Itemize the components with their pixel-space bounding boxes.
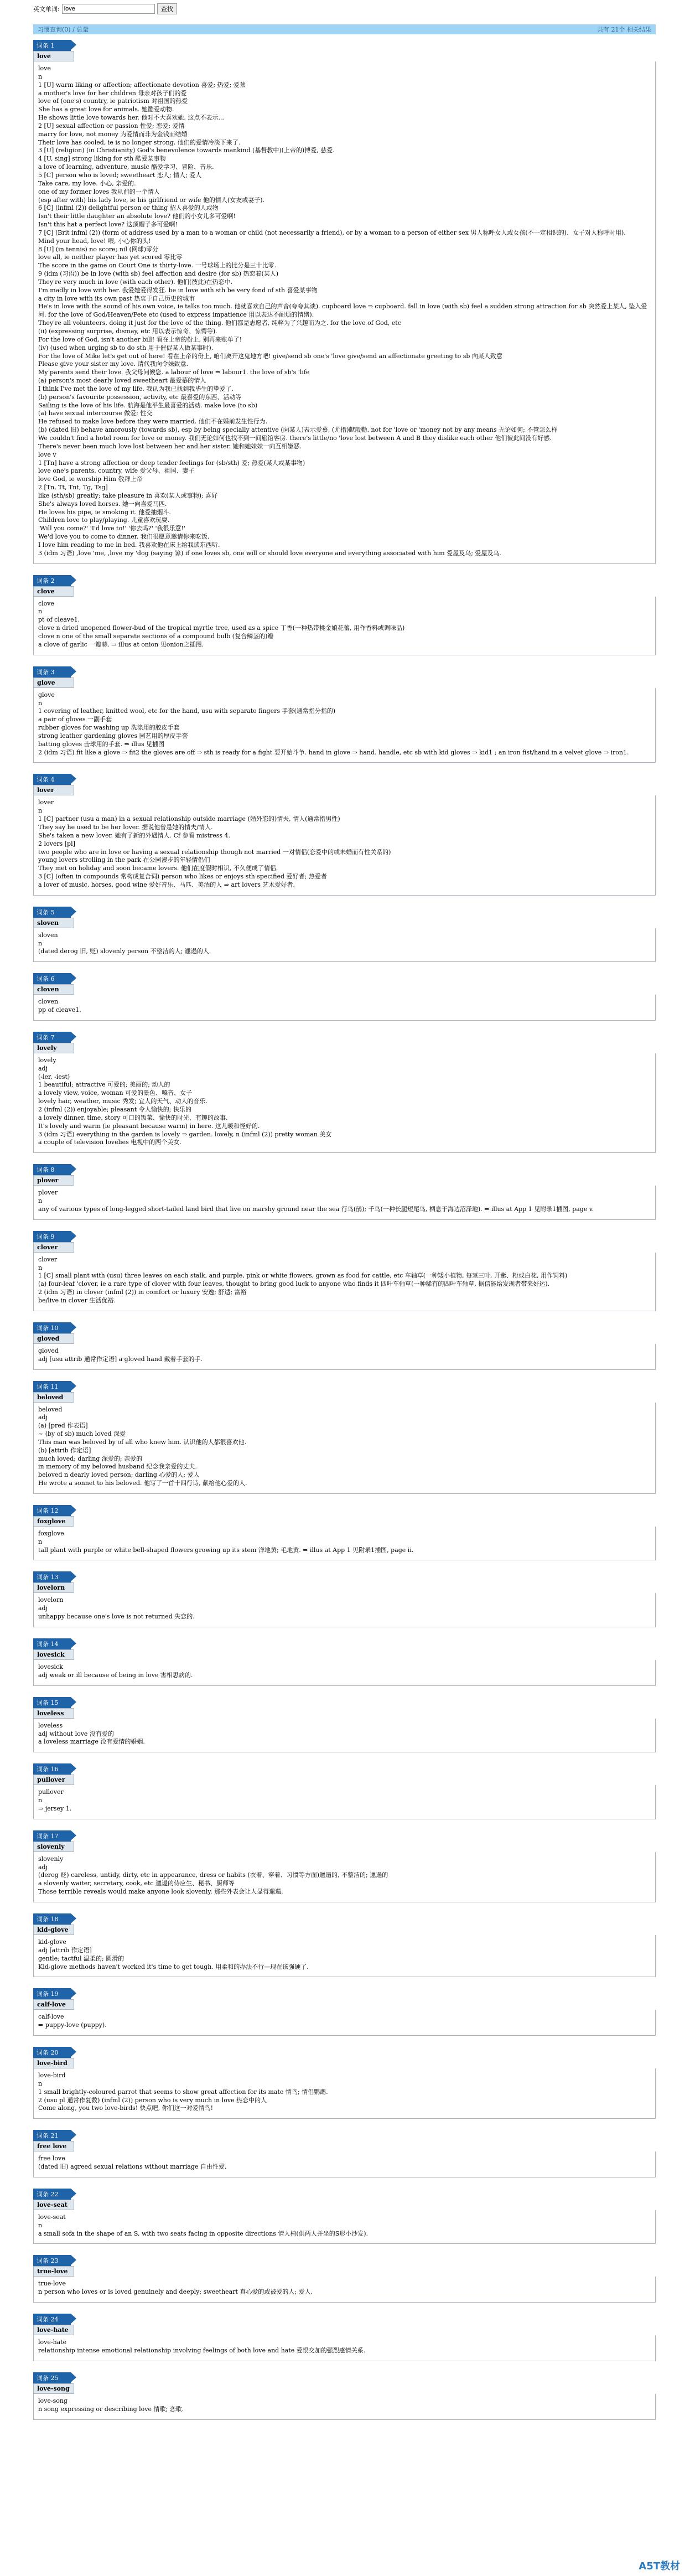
dictionary-entry xyxy=(33,1913,656,1977)
entry-definition-body xyxy=(33,1186,656,1220)
dictionary-entry xyxy=(33,774,656,895)
definition-line: slovenly xyxy=(38,1855,64,1863)
entry-headword: love-seat xyxy=(33,2200,74,2210)
entry-number-tab: 词条 22 xyxy=(33,2189,71,2200)
definition-line: 1 [C] small plant with (usu) three leaves on each stalk, and purple, pink or white flowers, grown as food for cattle, etc 车轴草(一种矮小植物, 每茎三叶, 开紫、粉或白花, 用作饲料) xyxy=(38,1272,568,1280)
entry-headword: clover xyxy=(33,1242,74,1253)
dictionary-entry xyxy=(33,2189,656,2244)
definition-line: love-bird xyxy=(38,2072,66,2080)
entry-number-tab: 词条 11 xyxy=(33,1381,71,1392)
entry-number-tab: 词条 4 xyxy=(33,774,71,785)
entry-number-tab: 词条 23 xyxy=(33,2255,71,2266)
definition-line: 5 [C] person who is loved; sweetheart 恋人; 情人; 爱人 xyxy=(38,171,202,179)
entry-number-tab: 词条 9 xyxy=(33,1231,71,1242)
definition-line: n xyxy=(38,2221,43,2229)
entry-headword: love-song xyxy=(33,2383,74,2394)
definition-line: a lovely dinner, time, story 可口的饭菜、愉快的时光、有趣的故事. xyxy=(38,1114,228,1121)
definition-line: two people who are in love or having a sexual relationship though not married 一对情侣(恋爱中的或未婚而有性关系的) xyxy=(38,848,391,856)
entry-definition-body xyxy=(33,688,656,763)
definition-line: sloven xyxy=(38,931,58,939)
definition-line: He refused to make love before they were married. 他们不在婚前发生性行为. xyxy=(38,418,268,426)
entry-number-tab: 词条 13 xyxy=(33,1571,71,1582)
definition-line: (b) (dated 旧) behave amorously (towards sb), esp by being specially attentive (向某人)表示爱慕, (尤指)献殷勤. not for 'love or 'money not by any means 无论如何; 不管怎么样 xyxy=(38,426,558,434)
entry-definition-body xyxy=(33,1593,656,1627)
entry-headword: love xyxy=(33,51,74,61)
definition-line: a mother's love for her children 母亲对孩子们的爱 xyxy=(38,89,187,97)
entry-number-tab: 词条 16 xyxy=(33,1763,71,1775)
definition-line: clove n dried unopened flower-bud of the tropical myrtle tree, used as a spice 丁香(一种热带桃金娘花蕾, 用作香料或调味品) xyxy=(38,624,405,632)
definition-line: (dated 旧) agreed sexual relations without marriage 自由性爱. xyxy=(38,2163,227,2171)
definition-line: beloved xyxy=(38,1405,63,1413)
definition-line: ⇒ puppy-love (puppy). xyxy=(38,2021,107,2029)
entry-headword: slovenly xyxy=(33,1842,74,1852)
entry-number-tab: 词条 5 xyxy=(33,907,71,918)
definition-line: one of my former loves 我从前的一个情人 xyxy=(38,188,160,195)
entry-definition-body xyxy=(33,597,656,655)
definition-line: 2 [Tn, Tt, Tnt, Tg, Tsg] xyxy=(38,484,108,492)
definition-line: I love him reading to me in bed. 我喜欢他在床上给我读东西听. xyxy=(38,541,220,549)
definition-line: They met on holiday and soon became lovers. 他们在度假时相识, 不久便成了情侣. xyxy=(38,865,278,872)
definition-line: lovesick xyxy=(38,1663,63,1670)
definition-line: calf-love xyxy=(38,2013,64,2021)
definition-line: 1 [U] warm liking or affection; affectionate devotion 喜爱; 热爱; 爱慕 xyxy=(38,81,246,89)
results-left-text: 习惯查询(0) / 总量 xyxy=(38,26,89,33)
site-logo: A5T教材 xyxy=(639,2561,680,2572)
definition-line: For the love of God, isn't another bill! 看在上帝的份上, 别再来账单了! xyxy=(38,335,242,343)
definition-line: n xyxy=(38,1197,43,1205)
definition-line: rubber gloves for washing up 洗涤用的胶皮手套 xyxy=(38,724,180,732)
dictionary-entry xyxy=(33,666,656,763)
definition-line: We'd love you to come to dinner. 我们很愿意邀请你来吃饭. xyxy=(38,533,210,541)
entry-headword: love-bird xyxy=(33,2058,74,2068)
dictionary-entry xyxy=(33,40,656,564)
entry-definition-body xyxy=(33,795,656,895)
definition-line: love all, ie neither player has yet scored 零比零 xyxy=(38,254,183,261)
definition-line: (b) [attrib 作定语] xyxy=(38,1446,91,1454)
entry-headword: cloven xyxy=(33,984,74,995)
definition-line: a love of learning, adventure, music 酷爱学习、冒险、音乐. xyxy=(38,163,214,171)
entry-headword: kid-glove xyxy=(33,1925,74,1935)
dictionary-entry xyxy=(33,973,656,1021)
entry-headword: calf-love xyxy=(33,1999,74,2010)
definition-line: n song expressing or describing love 情歌; 恋歌. xyxy=(38,2405,184,2413)
definition-line: gentle; tactful 温柔的; 圆滑的 xyxy=(38,1954,124,1962)
definition-line: 2 (idm 习语) in clover (infml (2)) in comfort or luxury 安逸; 舒适; 富裕 xyxy=(38,1289,247,1296)
definition-line: He shows little love towards her. 他对不大喜欢她. 这点不表示... xyxy=(38,114,224,122)
entry-headword: pullover xyxy=(33,1775,74,1785)
dictionary-entry xyxy=(33,1763,656,1819)
definition-line: I think I've met the love of my life. 我认为我已找到我毕生的挚爱了. xyxy=(38,385,234,392)
definition-line: a lover of music, horses, good wine 爱好音乐、马匹、美酒的人 ⇒ art lovers 艺术爱好者. xyxy=(38,881,295,888)
definition-line: (-ier, -iest) xyxy=(38,1073,70,1080)
search-bar xyxy=(33,3,177,14)
entry-headword: foxglove xyxy=(33,1516,74,1527)
dictionary-entry xyxy=(33,1164,656,1220)
definition-line: Mind your head, love! 喂, 小心你的头! xyxy=(38,237,151,245)
definition-line: (esp after with) his lady love, ie his girlfriend or wife 他的情人(女友或妻子). xyxy=(38,196,265,204)
dictionary-entry xyxy=(33,2314,656,2361)
definition-line: clover xyxy=(38,1255,58,1263)
entry-number-tab: 词条 12 xyxy=(33,1505,71,1516)
definition-line: 2 [U] sexual affection or passion 性爱; 恋爱; 爱情 xyxy=(38,122,185,130)
entry-headword: clove xyxy=(33,586,74,597)
definition-line: (a) four-leaf 'clover, ie a rare type of clover with four leaves, thought to bring good luck to anyone who finds it 四叶车轴草(一种稀有的四叶车轴草, 据信能给发现者带来好运). xyxy=(38,1280,550,1288)
definition-line: 8 [U] (in tennis) no score; nil (网球)零分 xyxy=(38,245,159,253)
definition-line: n xyxy=(38,807,43,815)
definition-line: a lovely view, voice, woman 可爱的景色、嗓音、女子 xyxy=(38,1089,193,1097)
definition-line: 4 [U, sing] strong liking for sth 酷爱某事物 xyxy=(38,155,166,163)
results-count-text: 共有 21个 相关结果 xyxy=(597,26,651,33)
definition-line: marry for love, not money 为爱情而非为金钱而结婚 xyxy=(38,130,188,138)
definition-line: She's always loved horses. 她一向喜爱马匹. xyxy=(38,500,167,508)
entry-headword: gloved xyxy=(33,1333,74,1344)
dictionary-entry xyxy=(33,1032,656,1153)
dictionary-entry xyxy=(33,1830,656,1902)
definition-line: lovelorn xyxy=(38,1596,64,1604)
entry-definition-body xyxy=(33,2277,656,2303)
definition-line: love xyxy=(38,65,51,72)
definition-line: 2 lovers [pl] xyxy=(38,840,75,847)
definition-line: 3 [U] (religion) (in Christianity) God's benevolence towards mankind (基督教中)(上帝的)博爱, 慈爱. xyxy=(38,147,335,154)
definition-line: The score in the game on Court One is thirty-love. 一号球场上的比分是三十比零. xyxy=(38,262,277,270)
definition-line: (a) [pred 作表语] xyxy=(38,1422,88,1430)
entry-definition-body xyxy=(33,61,656,564)
definition-line: 'Will you come?' 'I'd love to!' '你去吗?' '我很乐意!' xyxy=(38,525,185,532)
definition-line: (dated derog 旧, 贬) slovenly person 不整洁的人; 邋遢的人. xyxy=(38,948,211,955)
entry-number-tab: 词条 18 xyxy=(33,1913,71,1925)
definition-line: love God, ie worship Him 敬拜上帝 xyxy=(38,475,143,483)
definition-line: gloved xyxy=(38,1347,59,1354)
definition-line: pp of cleave1. xyxy=(38,1006,81,1014)
entry-definition-body xyxy=(33,2335,656,2361)
definition-line: n person who loves or is loved genuinely and deeply; sweetheart 真心爱的或被爱的人; 爱人. xyxy=(38,2288,313,2296)
definition-line: loveless xyxy=(38,1721,63,1729)
definition-line: much loved; darling 深爱的; 亲爱的 xyxy=(38,1455,143,1462)
definition-line: a loveless marriage 没有爱情的婚姻. xyxy=(38,1738,145,1746)
entry-definition-body xyxy=(33,1719,656,1753)
definition-line: in memory of my beloved husband 纪念我亲爱的丈夫. xyxy=(38,1463,197,1471)
definition-line: n xyxy=(38,699,43,707)
definition-line: (iv) (used when urging sb to do sth 用于催促某人做某事时). xyxy=(38,344,214,351)
definition-line: lovely xyxy=(38,1056,56,1064)
entry-number-tab: 词条 10 xyxy=(33,1322,71,1333)
dictionary-entry xyxy=(33,1638,656,1686)
definition-line: 1 [Tn] have a strong affection or deep tender feelings for (sb/sth) 爱; 热爱(某人或某事物) xyxy=(38,459,305,467)
definition-line: glove xyxy=(38,691,55,699)
entry-number-tab: 词条 17 xyxy=(33,1830,71,1842)
entry-definition-body xyxy=(33,995,656,1021)
results-summary-bar xyxy=(33,24,656,34)
search-input[interactable] xyxy=(62,4,155,14)
definition-line: Children love to play/playing. 儿童喜欢玩耍. xyxy=(38,516,170,524)
definition-line: He's in love with the sound of his own voice, ie talks too much. 他就喜欢自己的声音(夸夸其谈). cupboard love ⇒ cupboard. fall in love (with sb) feel a sudden strong attraction for sb 突然爱上某人, 坠入爱河. for the love of God/Heaven/Pete etc (used to express impatience 用以表达不耐烦的情绪). xyxy=(38,303,647,319)
dictionary-entry xyxy=(33,1381,656,1494)
definition-line: unhappy because one's love is not returned 失恋的. xyxy=(38,1613,195,1621)
entry-definition-body xyxy=(33,1852,656,1902)
definition-line: (a) person's most dearly loved sweetheart 最爱慕的情人 xyxy=(38,377,206,385)
definition-line: a city in love with its own past 热衷于自己历史的城市 xyxy=(38,294,195,302)
definition-line: love-song xyxy=(38,2397,68,2404)
entry-list xyxy=(33,40,656,2431)
dictionary-entry xyxy=(33,2130,656,2177)
dictionary-entry xyxy=(33,2047,656,2119)
definition-line: n xyxy=(38,1538,43,1545)
definition-line: (derog 贬) careless, untidy, dirty, etc in appearance, dress or habits (衣着、穿着、习惯等方面)邋遢的, 不整洁的; 邋遢的 xyxy=(38,1871,388,1879)
definition-line: They say he used to be her lover. 据说他曾是她的情夫/情人. xyxy=(38,823,213,831)
definition-line: 2 (usu pl 通常作复数) (infml (2)) person who is very much in love 热恋中的人 xyxy=(38,2096,267,2104)
definition-line: adj weak or ill because of being in love 害相思病的. xyxy=(38,1671,193,1679)
definition-line: Isn't this hat a perfect love? 这顶帽子多可爱啊! xyxy=(38,221,178,229)
definition-line: Those terrible reveals would make anyone look slovenly. 那些外表会让人显得邋遢. xyxy=(38,1888,283,1896)
definition-line: For the love of Mike let's get out of here! 看在上帝的份上, 咱们离开这鬼地方吧! give/send sb one's 'love give/send an affectionate greeting to sb 向某人致意 xyxy=(38,352,502,360)
definition-line: lover xyxy=(38,799,54,806)
definition-line: adj [usu attrib 通常作定语] a gloved hand 戴着手套的手. xyxy=(38,1355,203,1363)
definition-line: 2 (infml (2)) enjoyable; pleasant 令人愉快的; 快乐的 xyxy=(38,1106,191,1113)
definition-line: adj xyxy=(38,1605,48,1612)
dictionary-entry xyxy=(33,1505,656,1561)
definition-line: n xyxy=(38,608,43,615)
entry-headword: plover xyxy=(33,1175,74,1186)
definition-line: ~ (by of sb) much loved 深爱 xyxy=(38,1430,126,1438)
dictionary-entry xyxy=(33,907,656,963)
entry-number-tab: 词条 3 xyxy=(33,666,71,677)
entry-definition-body xyxy=(33,1344,656,1370)
entry-number-tab: 词条 24 xyxy=(33,2314,71,2325)
entry-number-tab: 词条 14 xyxy=(33,1638,71,1649)
definition-line: 2 (idm 习语) fit like a glove ⇒ fit2 the gloves are off ⇒ sth is ready for a fight 要开始斗争. hand in glove ⇒ hand. handle, etc sb with kid gloves ⇒ kid1 ; an iron fist/hand in a velvet glove ⇒ iron1. xyxy=(38,748,629,756)
definition-line: adj without love 没有爱的 xyxy=(38,1730,114,1737)
dictionary-entry xyxy=(33,1571,656,1627)
definition-line: n xyxy=(38,939,43,947)
entry-number-tab: 词条 20 xyxy=(33,2047,71,2058)
dictionary-entry xyxy=(33,1231,656,1311)
definition-line: like (sth/sb) greatly; take pleasure in 喜欢(某人或事物); 喜好 xyxy=(38,492,218,499)
definition-line: Take care, my love. 小心, 亲爱的. xyxy=(38,179,136,187)
definition-line: They're all volunteers, doing it just for the love of the thing. 他们都是志愿者, 纯粹为了兴趣而为之. for the love of God, etc xyxy=(38,319,401,327)
definition-line: pt of cleave1. xyxy=(38,616,80,624)
entry-number-tab: 词条 8 xyxy=(33,1164,71,1175)
definition-line: beloved n dearly loved person; darling 心爱的人; 爱人 xyxy=(38,1471,200,1479)
entry-definition-body xyxy=(33,2151,656,2177)
definition-line: adj xyxy=(38,1414,48,1421)
definition-line: (a) have sexual intercourse 做爱; 性交 xyxy=(38,410,153,417)
definition-line: 1 beautiful; attractive 可爱的; 美丽的; 动人的 xyxy=(38,1081,170,1089)
definition-line: (ii) (expressing surprise, dismay, etc 用以表示惊奇、惊愕等). xyxy=(38,328,217,335)
definition-line: a small sofa in the shape of an S, with two seats facing in opposite directions 情人椅(供两人并坐的S形小沙发). xyxy=(38,2230,369,2237)
entry-number-tab: 词条 7 xyxy=(33,1032,71,1043)
definition-line: love one's parents, country, wife 爱父母、祖国、妻子 xyxy=(38,467,195,475)
definition-line: kid-glove xyxy=(38,1938,66,1946)
entry-number-tab: 词条 2 xyxy=(33,575,71,586)
definition-line: 3 (idm 习语) ,love 'me, ,love my 'dog (saying 谚) if one loves sb, one will or should love everyone and everything associated with him 爱屋及乌; 爱屋及乌. xyxy=(38,549,501,557)
entry-definition-body xyxy=(33,2210,656,2244)
entry-definition-body xyxy=(33,1935,656,1977)
definition-line: 6 [C] (infml (2)) delightful person or thing 招人喜爱的人或物 xyxy=(38,204,219,212)
definition-line: 3 (idm 习语) everything in the garden is lovely ⇒ garden. lovely, n (infml (2)) pretty woman 美女 xyxy=(38,1130,332,1138)
definition-line: There's never been much love lost between her and her sister. 她和她妹妹一向互相嫌恶. xyxy=(38,442,302,450)
entry-definition-body xyxy=(33,1660,656,1686)
entry-definition-body xyxy=(33,1403,656,1494)
entry-number-tab: 词条 19 xyxy=(33,1988,71,1999)
definition-line: They're very much in love (with each other). 他们(彼此)在热恋中. xyxy=(38,278,233,286)
entry-definition-body xyxy=(33,1785,656,1819)
definition-line: n xyxy=(38,1797,43,1804)
entry-definition-body xyxy=(33,2010,656,2036)
entry-headword: beloved xyxy=(33,1392,74,1403)
definition-line: She has a great love for animals. 她酷爱动物. xyxy=(38,106,174,113)
definition-line: adj [attrib 作定语] xyxy=(38,1946,92,1954)
definition-line: a pair of gloves 一副手套 xyxy=(38,716,112,723)
entry-headword: free love xyxy=(33,2141,74,2151)
definition-line: love of (one's) country, ie patriotism 对祖国的热爱 xyxy=(38,97,188,105)
entry-headword: sloven xyxy=(33,918,74,928)
entry-headword: lovely xyxy=(33,1043,74,1053)
definition-line: n xyxy=(38,2080,43,2087)
definition-line: It's lovely and warm (ie pleasant because warm) in here. 这儿暖和怪好的. xyxy=(38,1122,260,1130)
definition-line: He loves his pipe, ie smoking it. 他爱抽烟斗. xyxy=(38,508,171,516)
search-label: 英文单词: xyxy=(33,6,60,13)
definition-line: n xyxy=(38,1264,43,1271)
definition-line: My parents send their love. 我父母问候您. a labour of love ⇒ labour1. the love of sb's 'life xyxy=(38,369,310,376)
definition-line: 1 small brightly-coloured parrot that seems to show great affection for its mate 情鸟; 情侣鹦鹉. xyxy=(38,2088,328,2096)
definition-line: 9 (idm (习语)) be in love (with sb) feel affection and desire (for sb) 热恋着(某人) xyxy=(38,270,279,278)
definition-line: He wrote a sonnet to his beloved. 他写了一首十四行诗, 献给他心爱的人. xyxy=(38,1480,247,1487)
definition-line: 1 [C] partner (usu a man) in a sexual relationship outside marriage (婚外恋的)情夫, 情人(通常指男性) xyxy=(38,815,340,823)
definition-line: any of various types of long-legged short-tailed land bird that live on marshy ground near the sea 行鸟(鸻); 千鸟(一种长腿短尾鸟, 栖息于海边沼泽地). ⇒ illus at App 1 见附录1插图, page v. xyxy=(38,1205,594,1213)
definition-line: foxglove xyxy=(38,1529,64,1537)
definition-line: a couple of television lovelies 电视中的两个美女. xyxy=(38,1139,181,1146)
definition-line: cloven xyxy=(38,998,59,1006)
definition-line: This man was beloved by of all who knew him. 认识他的人都很喜欢他. xyxy=(38,1438,247,1446)
definition-line: We couldn't find a hotel room for love or money. 我们无论如何也找不到一间旅馆客房. there's little/no 'love lost between A and B they dislike each other 他们彼此间没有好感. xyxy=(38,434,552,442)
definition-line: clove xyxy=(38,599,55,607)
definition-line: She's taken a new lover. 她有了新的外遇情人. Cf 参看 mistress 4. xyxy=(38,831,231,839)
dictionary-entry xyxy=(33,1988,656,2036)
definition-line: Kid-glove methods haven't worked it's time to get tough. 用柔和的办法不行—现在该强硬了. xyxy=(38,1963,309,1970)
definition-line: a slovenly waiter, secretary, cook, etc 邋遢的侍应生、秘书、厨师等 xyxy=(38,1880,235,1887)
definition-line: love v xyxy=(38,451,56,458)
dictionary-entry xyxy=(33,2255,656,2303)
entry-number-tab: 词条 6 xyxy=(33,973,71,984)
definition-line: a clove of garlic 一瓣蒜. ⇒ illus at onion 见onion之插图. xyxy=(38,640,204,648)
definition-line: love-seat xyxy=(38,2213,66,2221)
search-button[interactable]: 查找 xyxy=(157,3,177,14)
definition-line: relationship intense emotional relationship involving feelings of both love and hate 爱恨交加的强烈感情关系. xyxy=(38,2347,366,2354)
definition-line: true-love xyxy=(38,2280,66,2288)
definition-line: pullover xyxy=(38,1788,64,1796)
dictionary-entry xyxy=(33,2372,656,2420)
definition-line: free love xyxy=(38,2155,65,2163)
entry-headword: lover xyxy=(33,785,74,795)
dictionary-entry xyxy=(33,575,656,655)
entry-definition-body xyxy=(33,928,656,963)
entry-headword: lovelorn xyxy=(33,1582,74,1593)
definition-line: 1 covering of leather, knitted wool, etc for the hand, usu with separate fingers 手套(通常指分指的) xyxy=(38,707,336,715)
entry-headword: love-hate xyxy=(33,2325,74,2335)
definition-line: plover xyxy=(38,1189,58,1197)
definition-line: adj xyxy=(38,1863,48,1871)
definition-line: (b) person's favourite possession, activity, etc 最喜爱的东西、活动等 xyxy=(38,393,242,401)
entry-headword: true-love xyxy=(33,2266,74,2277)
definition-line: n xyxy=(38,73,43,80)
definition-line: Sailing is the love of his life. 航海是他平生最喜爱的活动. make love (to sb) xyxy=(38,401,258,409)
entry-definition-body xyxy=(33,2068,656,2119)
definition-line: love-hate xyxy=(38,2339,67,2346)
entry-number-tab: 词条 21 xyxy=(33,2130,71,2141)
entry-definition-body xyxy=(33,1053,656,1153)
entry-number-tab: 词条 1 xyxy=(33,40,71,51)
definition-line: I'm madly in love with her. 我爱她爱得发狂. be in love with sth be very fond of sth 喜爱某事物 xyxy=(38,286,318,294)
definition-line: Isn't their little daughter an absolute love? 他们的小女儿多可爱啊! xyxy=(38,213,236,220)
dictionary-entry xyxy=(33,1322,656,1370)
definition-line: adj xyxy=(38,1064,48,1072)
definition-line: strong leather gardening gloves 园艺用的厚皮手套 xyxy=(38,732,188,739)
definition-line: batting gloves 击球用的手套. ⇒ illus 见插图 xyxy=(38,740,165,748)
entry-headword: lovesick xyxy=(33,1649,74,1660)
entry-definition-body xyxy=(33,1527,656,1561)
definition-line: tall plant with purple or white bell-shaped flowers growing up its stem 洋地黄; 毛地黄. ⇒ illus at App 1 见附录1插图, page ii. xyxy=(38,1546,414,1554)
definition-line: lovely hair, weather, music 秀发; 宜人的天气、动人的音乐. xyxy=(38,1098,207,1105)
definition-line: ⇒ jersey 1. xyxy=(38,1804,72,1812)
definition-line: 7 [C] (Brit infml (2)) (form of address used by a man to a woman or child (not necessarily a friend), or by a woman to a person of either sex 男人称呼女人或女孩(不一定相识的)、女子对人称呼时用). xyxy=(38,229,626,236)
entry-number-tab: 词条 15 xyxy=(33,1697,71,1708)
definition-line: clove n one of the small separate sections of a compound bulb (复合鳞茎的)瓣 xyxy=(38,633,274,640)
entry-definition-body xyxy=(33,2394,656,2420)
definition-line: Please give your sister my love. 请代我向令妹致意. xyxy=(38,360,189,368)
definition-line: young lovers strolling in the park 在公园漫步的年轻情侣们 xyxy=(38,856,210,864)
entry-headword: loveless xyxy=(33,1708,74,1719)
entry-number-tab: 词条 25 xyxy=(33,2372,71,2383)
entry-definition-body xyxy=(33,1253,656,1311)
definition-line: be/live in clover 生活优裕. xyxy=(38,1296,116,1304)
definition-line: 3 [C] (often in compounds 常构成复合词) person who likes or enjoys sth specified 爱好者; 热爱者 xyxy=(38,873,327,881)
dictionary-entry xyxy=(33,1697,656,1753)
definition-line: Come along, you two love-birds! 快点吧, 你们这一对爱情鸟! xyxy=(38,2104,214,2112)
definition-line: Their love has cooled, ie is no longer strong. 他们的爱情冷淡下来了. xyxy=(38,138,241,146)
entry-headword: glove xyxy=(33,677,74,688)
